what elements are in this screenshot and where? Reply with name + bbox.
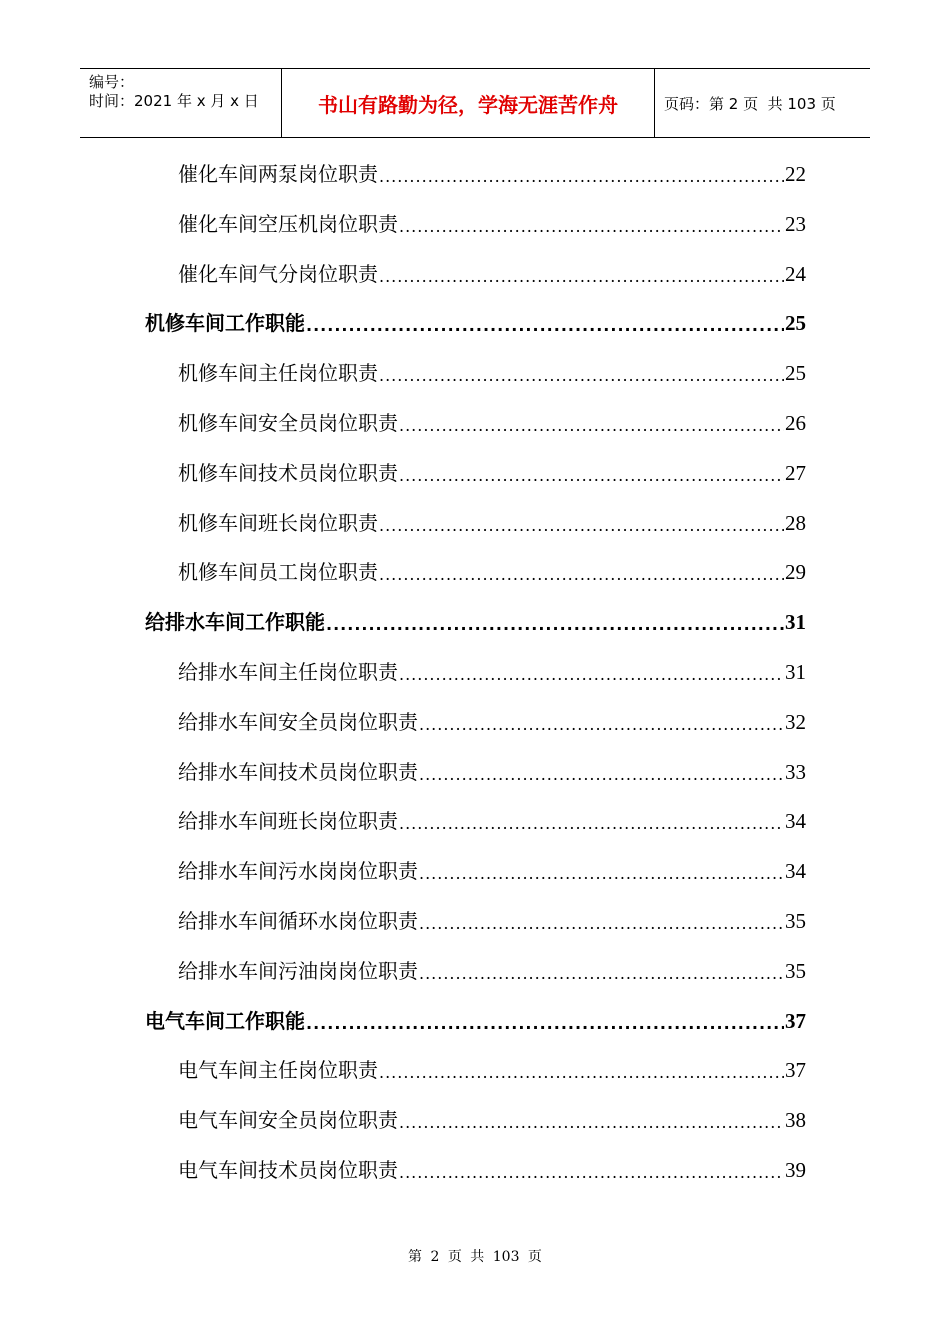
toc-entry[interactable] — [178, 707, 806, 737]
toc-entry[interactable] — [178, 458, 806, 488]
toc-dot-leader — [399, 215, 784, 239]
toc-entry[interactable] — [178, 209, 806, 239]
toc-entry-page: 23 — [785, 211, 806, 236]
toc-dot-leader — [399, 464, 784, 488]
header-meta — [80, 69, 282, 137]
toc-entry-label: 催化车间气分岗位职责 — [178, 261, 378, 286]
toc-entry-label: 机修车间安全员岗位职责 — [178, 411, 398, 435]
page-header — [80, 68, 870, 138]
toc-entry[interactable] — [178, 757, 806, 787]
toc-entry[interactable] — [178, 1155, 806, 1185]
toc-entry-label: 给排水车间安全员岗位职责 — [178, 709, 418, 734]
toc-entry[interactable] — [178, 956, 806, 986]
toc-entry-page: 27 — [785, 460, 806, 485]
toc-entry-label: 机修车间技术员岗位职责 — [178, 460, 398, 485]
toc-entry[interactable] — [178, 159, 806, 189]
toc-entry-page: 29 — [785, 560, 806, 585]
toc-entry-page: 34 — [785, 809, 806, 834]
toc-dot-leader — [379, 165, 784, 189]
toc-dot-leader — [306, 314, 784, 338]
toc-dot-leader — [326, 613, 784, 637]
toc-dot-leader — [419, 763, 784, 787]
toc-entry[interactable] — [178, 906, 806, 936]
toc-dot-leader — [399, 663, 784, 687]
toc-dot-leader — [379, 1061, 784, 1085]
toc-entry-page: 37 — [785, 1058, 806, 1083]
toc-entry[interactable] — [178, 657, 806, 687]
header-page-info — [654, 69, 870, 137]
toc-dot-leader — [379, 514, 784, 538]
toc-entry[interactable] — [178, 259, 806, 289]
toc-entry-page: 37 — [785, 1008, 806, 1033]
toc-entry-label: 催化车间空压机岗位职责 — [178, 211, 398, 236]
toc-entry[interactable] — [178, 1055, 806, 1085]
toc-dot-leader — [399, 1161, 784, 1185]
toc-dot-leader — [399, 812, 784, 836]
toc-entry-label: 给排水车间工作职能 — [145, 610, 325, 635]
toc-entry-page: 39 — [785, 1158, 806, 1182]
toc-entry-page: 35 — [785, 958, 806, 983]
toc-section-entry[interactable] — [145, 308, 806, 338]
toc-entry-label: 机修车间班长岗位职责 — [178, 510, 378, 535]
toc-entry[interactable] — [178, 358, 806, 388]
toc-entry-label: 机修车间主任岗位职责 — [178, 361, 378, 386]
toc-entry-label: 机修车间员工岗位职责 — [178, 560, 378, 585]
toc-dot-leader — [419, 962, 784, 986]
toc-entry[interactable] — [178, 1105, 806, 1135]
toc-entry-label: 机修车间工作职能 — [145, 311, 305, 336]
toc-entry-page: 22 — [785, 162, 806, 186]
doc-number-label: 编号： — [89, 73, 135, 91]
toc-entry-label: 给排水车间污油岗岗位职责 — [178, 958, 418, 983]
toc-section-entry[interactable] — [145, 607, 806, 637]
toc-entry-label: 给排水车间主任岗位职责 — [178, 660, 398, 684]
toc-entry[interactable] — [178, 806, 806, 836]
toc-entry-label: 给排水车间循环水岗位职责 — [178, 909, 418, 933]
toc-entry-page: 35 — [785, 909, 806, 933]
toc-dot-leader — [399, 414, 784, 438]
toc-entry-page: 26 — [785, 411, 806, 435]
header-motto: 书山有路勤为径，学海无涯苦作舟 — [282, 69, 655, 137]
toc-entry-label: 电气车间安全员岗位职责 — [178, 1108, 398, 1133]
toc-entry-page: 31 — [785, 610, 806, 635]
toc-dot-leader — [379, 265, 784, 289]
toc-dot-leader — [419, 862, 784, 886]
toc-entry-label: 电气车间工作职能 — [145, 1008, 305, 1033]
toc-entry[interactable] — [178, 508, 806, 538]
page-footer: 第 2 页 共 103 页 — [408, 1249, 542, 1265]
toc-section-entry[interactable] — [145, 1006, 806, 1036]
toc-entry-label: 给排水车间污水岗岗位职责 — [178, 859, 418, 884]
header-page-info-text: 页码：第 2 页 共 103 页 — [664, 94, 836, 113]
toc-dot-leader — [419, 912, 784, 936]
toc-entry-page: 34 — [785, 859, 806, 884]
toc-entry[interactable] — [178, 557, 806, 587]
toc-entry-label: 电气车间技术员岗位职责 — [178, 1158, 398, 1182]
toc-entry-label: 给排水车间技术员岗位职责 — [178, 759, 418, 784]
toc-entry-label: 给排水车间班长岗位职责 — [178, 809, 398, 834]
toc-entry-page: 25 — [785, 311, 806, 336]
doc-time-label: 时间：2021 年 x 月 x 日 — [89, 92, 259, 110]
toc-dot-leader — [379, 563, 784, 587]
toc-entry-page: 31 — [785, 660, 806, 684]
toc-dot-leader — [306, 1012, 784, 1036]
toc-entry[interactable] — [178, 856, 806, 886]
toc-entry-label: 电气车间主任岗位职责 — [178, 1058, 378, 1083]
toc-dot-leader — [399, 1111, 784, 1135]
toc-entry-page: 24 — [785, 261, 806, 286]
toc-entry[interactable] — [178, 408, 806, 438]
toc-entry-page: 28 — [785, 510, 806, 535]
toc-entry-page: 38 — [785, 1108, 806, 1133]
toc-entry-label: 催化车间两泵岗位职责 — [178, 162, 378, 186]
toc-entry-page: 25 — [785, 361, 806, 386]
toc-dot-leader — [379, 364, 784, 388]
toc-entry-page: 33 — [785, 759, 806, 784]
toc-dot-leader — [419, 713, 784, 737]
toc-entry-page: 32 — [785, 709, 806, 734]
